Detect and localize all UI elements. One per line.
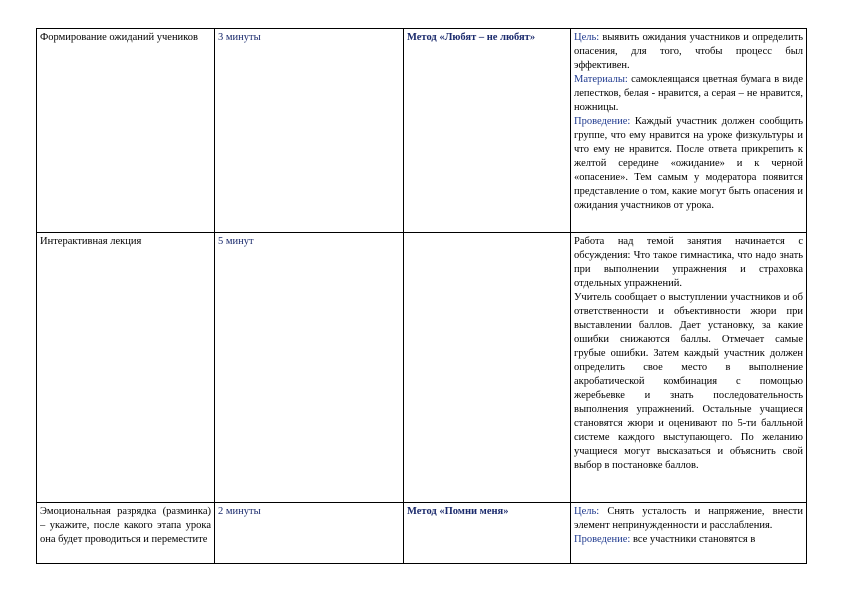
- lesson-plan-table: [36, 28, 807, 564]
- content-label: Цель:: [574, 32, 600, 43]
- stage-cell: Интерактивная лекция: [37, 233, 215, 503]
- time-cell: 3 минуты: [215, 29, 404, 233]
- content-paragraph: [574, 31, 803, 73]
- content-paragraph: Учитель сообщает о выступлении участников и об ответственности и объективности жюри при выставлении баллов. Дает установку, за какие ошибки снижаются баллы. Отмечает самые грубые ошибки. Затем каждый участник должен определить свое место в выполнение акробатической комбинация с помощью жеребьевке и знать последовательность выполнения упражнений. Остальные учащиеся становятся жюри и оценивают по 5-ти балльной системе каждого выступающего. По желанию учащиеся могут высказаться и объяснить свой выбор в постановке баллов.: [574, 292, 803, 471]
- content-text: все участники становятся в: [630, 534, 756, 545]
- content-label: Проведение:: [574, 534, 631, 545]
- content-text: Снять усталость и напряжение, внести элемент непринужденности и расслабления.: [574, 506, 803, 531]
- content-cell: [571, 233, 807, 503]
- method-cell: Метод «Помни меня»: [404, 503, 571, 564]
- method-cell: [404, 233, 571, 503]
- content-text: выявить ожидания участников и определить опасения, для того, чтобы процесс был эффективен.: [574, 32, 803, 71]
- content-label: Материалы:: [574, 74, 628, 85]
- content-cell: [571, 29, 807, 233]
- table-row: [37, 233, 807, 503]
- content-text: самоклеящаяся цветная бумага в виде лепестков, белая - нравится, а серая – не нравится, ножницы.: [574, 74, 803, 113]
- content-label: Цель:: [574, 506, 600, 517]
- method-cell: Метод «Любят – не любят»: [404, 29, 571, 233]
- stage-cell: Формирование ожиданий учеников: [37, 29, 215, 233]
- content-cell: [571, 503, 807, 564]
- content-label: Проведение:: [574, 116, 631, 127]
- content-paragraph: [574, 505, 803, 533]
- time-cell: 2 минуты: [215, 503, 404, 564]
- content-clip: [574, 505, 803, 561]
- content-text: Каждый участник должен сообщить группе, что ему нравится на уроке физкультуры и что ему не нравится. После ответа прикрепить к желтой середине «ожидание» и к черной «опасение». Тем самым у модератора появится представление о том, какие могут быть опасения и ожидания участников от урока.: [574, 116, 803, 211]
- time-cell: 5 минут: [215, 233, 404, 503]
- table-row: [37, 29, 807, 233]
- table-row: [37, 503, 807, 564]
- content-paragraph: [574, 115, 803, 213]
- content-paragraph: Работа над темой занятия начинается с обсуждения: Что такое гимнастика, что надо знать при выполнении упражнения и страховка отдельных упражнений.: [574, 236, 803, 289]
- content-paragraph: [574, 73, 803, 115]
- stage-cell: [37, 503, 215, 564]
- stage-text: Эмоциональная разрядка (разминка) – укажите, после какого этапа урока она будет проводиться и переместите: [40, 506, 211, 545]
- content-paragraph: [574, 533, 803, 547]
